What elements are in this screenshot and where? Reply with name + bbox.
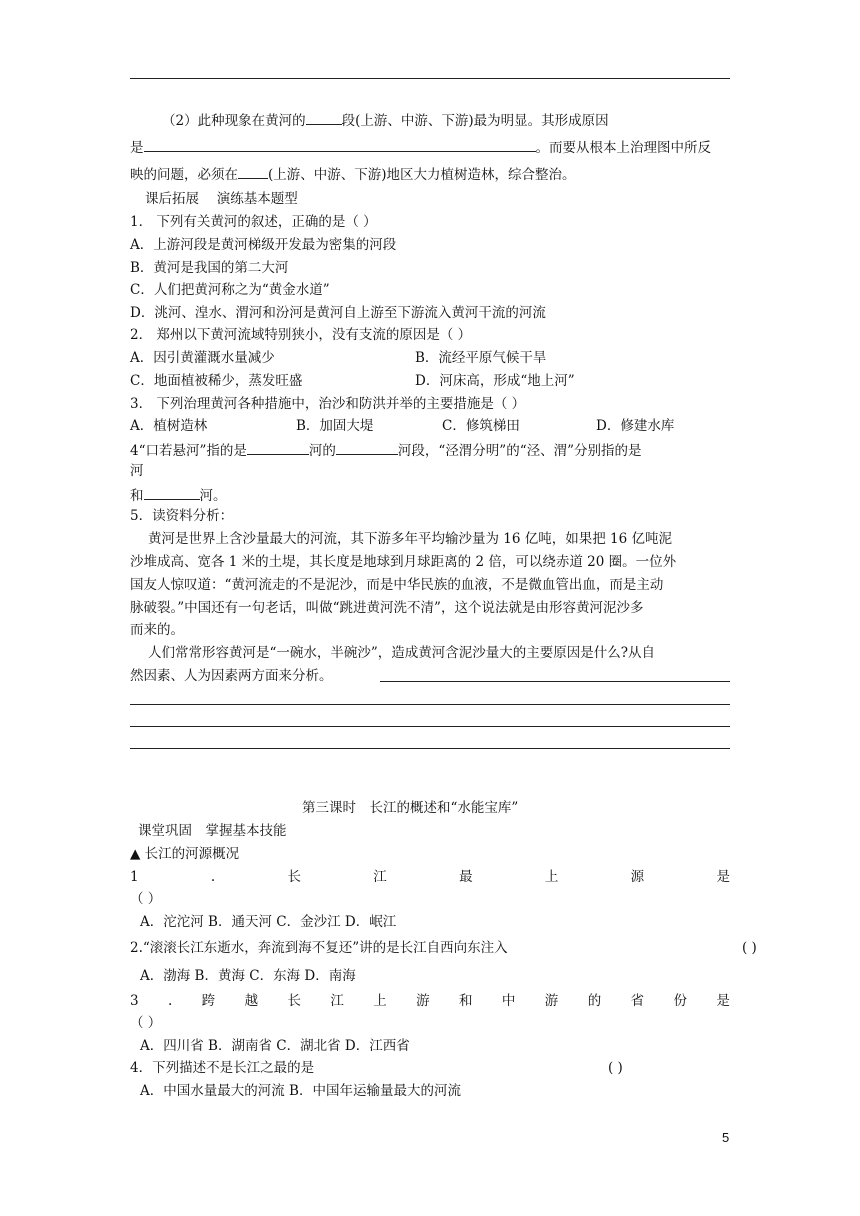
- reading-paragraph-line: 沙堆成高、宽各 1 米的土堤，其长度是地球到月球距离的 2 倍，可以绕赤道 20 圈。一位外: [130, 554, 677, 570]
- answer-blank[interactable]: [144, 485, 200, 500]
- q1-option-b: B．黄河是我国的第二大河: [130, 260, 289, 276]
- question-1: 1． 下列有关黄河的叙述，正确的是（ ）: [130, 214, 377, 230]
- answer-blank[interactable]: [336, 440, 398, 455]
- question-2-line-1: （2）此种现象在黄河的 段(上游、中游、下游)最为明显。其形成原因: [162, 110, 609, 130]
- answer-blank[interactable]: [247, 440, 309, 455]
- header-rule: [130, 78, 730, 79]
- section-heading: 课堂巩固 掌握基本技能: [138, 823, 287, 839]
- question-4: 4．下列描述不是长江之最的是: [130, 1060, 315, 1076]
- q1-option-d: D．洮河、湟水、渭河和汾河是黄河自上游至下游流入黄河干流的河流: [130, 305, 546, 321]
- question-3: 3． 下列治理黄河各种措施中，治沙和防洪并举的主要措施是（ ）: [130, 396, 526, 412]
- q2-options: A．渤海 B．黄海 C．东海 D．南海: [140, 968, 356, 984]
- answer-blank[interactable]: [144, 137, 536, 152]
- page-number: 5: [722, 1130, 730, 1145]
- reading-paragraph-line: 脉破裂。”中国还有一句老话，叫做“跳进黄河洗不清”，这个说法就是由形容黄河泥沙多: [130, 600, 644, 616]
- answer-paren[interactable]: （ ）: [130, 891, 162, 907]
- answer-blank[interactable]: [306, 110, 342, 125]
- q2-option-b: B．流经平原气候干旱: [415, 350, 547, 366]
- question-4-line-2: 河: [130, 463, 144, 479]
- answer-blank[interactable]: [238, 164, 268, 179]
- q1-option-a: A．上游河段是黄河梯级开发最为密集的河段: [130, 237, 397, 253]
- q4-options: A．中国水量最大的河流 B．中国年运输量最大的河流: [140, 1083, 461, 1099]
- answer-paren[interactable]: ( ): [608, 1060, 623, 1076]
- q2-option-a: A．因引黄灌溉水量减少: [130, 350, 275, 366]
- question-5: 5．读资料分析：: [130, 508, 234, 524]
- q3-option-d: D．修建水库: [596, 418, 675, 434]
- reading-paragraph-line: 黄河是世界上含沙量最大的河流，其下游多年平均输沙量为 16 亿吨，如果把 16 亿吨泥: [148, 531, 673, 547]
- question-paragraph-line: 人们常常形容黄河是“一碗水，半碗沙”，造成黄河含泥沙量大的主要原因是什么?从自: [148, 645, 656, 661]
- answer-line[interactable]: [130, 748, 730, 749]
- question-2-line-3: 映的问题，必须在 (上游、中游、下游)地区大力植树造林，综合整治。: [130, 164, 576, 184]
- question-2: 2.“滚滚长江东逝水，奔流到海不复还”讲的是长江自西向东注入: [130, 940, 508, 956]
- q3-option-a: A．植树造林: [130, 418, 208, 434]
- q3-options: A．四川省 B．湖南省 C．湖北省 D．江西省: [140, 1038, 410, 1054]
- question-paragraph-line: 然因素、人为因素两方面来分析。: [130, 668, 333, 684]
- reading-paragraph-line: 国友人惊叹道：“黄河流走的不是泥沙，而是中华民族的血液，不是微血管出血，而是主动: [130, 577, 664, 593]
- question-4-line-3: 和 河。: [130, 485, 227, 505]
- question-2-line-2: 是 。而要从根本上治理图中所反: [130, 137, 711, 157]
- subheading: ▲ 长江的河源概况: [130, 846, 240, 862]
- q3-option-b: B．加固大堤: [296, 418, 374, 434]
- question-2: 2． 郑州以下黄河流域特别狭小，没有支流的原因是（ ）: [130, 327, 472, 343]
- reading-paragraph-line: 而来的。: [130, 622, 184, 638]
- question-4-line-1: 4“口若悬河”指的是 河的 河段，“泾渭分明”的“泾、渭”分别指的是: [130, 440, 642, 460]
- question-3-stem: 3 . 跨 越 长 江 上 游 和 中 游 的 省 份 是: [130, 993, 730, 1009]
- answer-line[interactable]: [130, 704, 730, 705]
- q2-option-d: D．河床高，形成“地上河”: [415, 373, 575, 389]
- answer-line[interactable]: [130, 726, 730, 727]
- lesson-title: 第三课时 长江的概述和“水能宝库”: [302, 800, 519, 816]
- q1-options: A．沱沱河 B．通天河 C．金沙江 D．岷江: [140, 914, 397, 930]
- question-1-stem: 1 . 长 江 最 上 源 是: [130, 869, 730, 885]
- answer-paren[interactable]: （ ）: [130, 1015, 162, 1031]
- section-heading: 课后拓展 演练基本题型: [145, 191, 298, 207]
- q3-option-c: C．修筑梯田: [442, 418, 520, 434]
- answer-line[interactable]: [380, 681, 730, 682]
- q1-option-c: C．人们把黄河称之为“黄金水道”: [130, 282, 330, 298]
- q2-option-c: C．地面植被稀少，蒸发旺盛: [130, 373, 303, 389]
- answer-paren[interactable]: ( ): [742, 940, 757, 956]
